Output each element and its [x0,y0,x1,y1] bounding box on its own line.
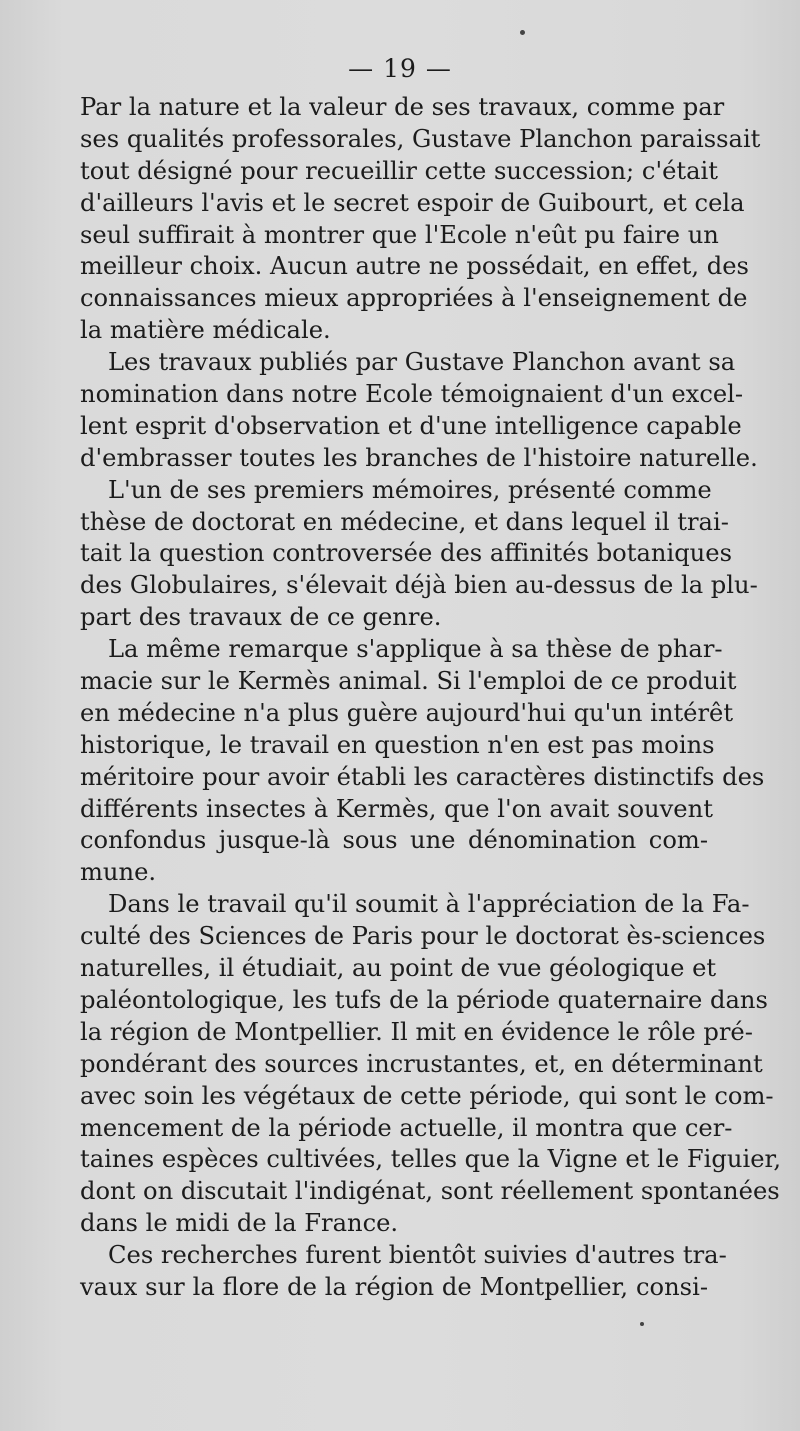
ink-speck [520,30,525,35]
text-line: historique, le travail en question n'en est pas moins [80,730,715,759]
text-line: L'un de ses premiers mémoires, présenté comme [108,475,712,504]
text-line: confondus jusque-là sous une dénomination com- [80,826,708,855]
text-line: mune. [80,858,157,887]
text-line: paléontologique, les tufs de la période quaternaire dans [80,985,768,1014]
text-line: taines espèces cultivées, telles que la Vigne et le Figuier, [80,1145,782,1174]
text-line: Les travaux publiés par Gustave Planchon avant sa [108,348,736,377]
text-line: en médecine n'a plus guère aujourd'hui qu'un intérêt [80,698,734,727]
text-line: part des travaux de ce genre. [80,603,442,632]
text-line: tait la question controversée des affinités botaniques [80,539,732,568]
text-line: naturelles, il étudiait, au point de vue géologique et [80,954,717,983]
text-line: des Globulaires, s'élevait déjà bien au-dessus de la plu- [80,571,758,600]
text-line: mencement de la période actuelle, il montra que cer- [80,1113,733,1142]
text-line: méritoire pour avoir établi les caractères distinctifs des [80,762,765,791]
text-line: tout désigné pour recueillir cette succession; c'était [80,156,719,185]
text-line: dont on discutait l'indigénat, sont réellement spontanées [80,1177,780,1206]
text-line: la matière médicale. [80,316,331,345]
text-line: pondérant des sources incrustantes, et, en déterminant [80,1049,763,1078]
text-line: meilleur choix. Aucun autre ne possédait, en effet, des [80,252,749,281]
text-line: d'embrasser toutes les branches de l'histoire naturelle. [80,443,758,472]
text-line: thèse de doctorat en médecine, et dans lequel il trai- [80,507,729,536]
text-line: seul suffirait à montrer que l'Ecole n'eût pu faire un [80,220,719,249]
text-line: différents insectes à Kermès, que l'on avait souvent [80,794,713,823]
text-line: la région de Montpellier. Il mit en évidence le rôle pré- [80,1017,753,1046]
text-line: Ces recherches furent bientôt suivies d'autres tra- [108,1241,727,1270]
text-line: Par la nature et la valeur de ses travaux, comme par [80,93,725,121]
text-line: ses qualités professorales, Gustave Planchon paraissait [80,124,761,153]
text-line: d'ailleurs l'avis et le secret espoir de Guibourt, et cela [80,188,745,217]
ink-speck [640,1322,644,1326]
text-line: nomination dans notre Ecole témoignaient d'un excel- [80,380,744,409]
text-line: connaissances mieux appropriées à l'enseignement de [80,284,748,313]
text-line: vaux sur la flore de la région de Montpellier, consi- [80,1272,708,1301]
text-line: culté des Sciences de Paris pour le doctorat ès-sciences [80,922,766,951]
text-line: avec soin les végétaux de cette période, qui sont le com- [80,1081,774,1110]
text-line: macie sur le Kermès animal. Si l'emploi de ce produit [80,667,737,696]
body-text [80,92,782,1304]
text-line: La même remarque s'applique à sa thèse de phar- [108,635,723,664]
text-line: lent esprit d'observation et d'une intelligence capable [80,411,742,440]
text-line: Dans le travail qu'il soumit à l'appréciation de la Fa- [108,890,750,919]
text-line: dans le midi de la France. [80,1209,399,1238]
page-number: — 19 — [348,54,452,83]
